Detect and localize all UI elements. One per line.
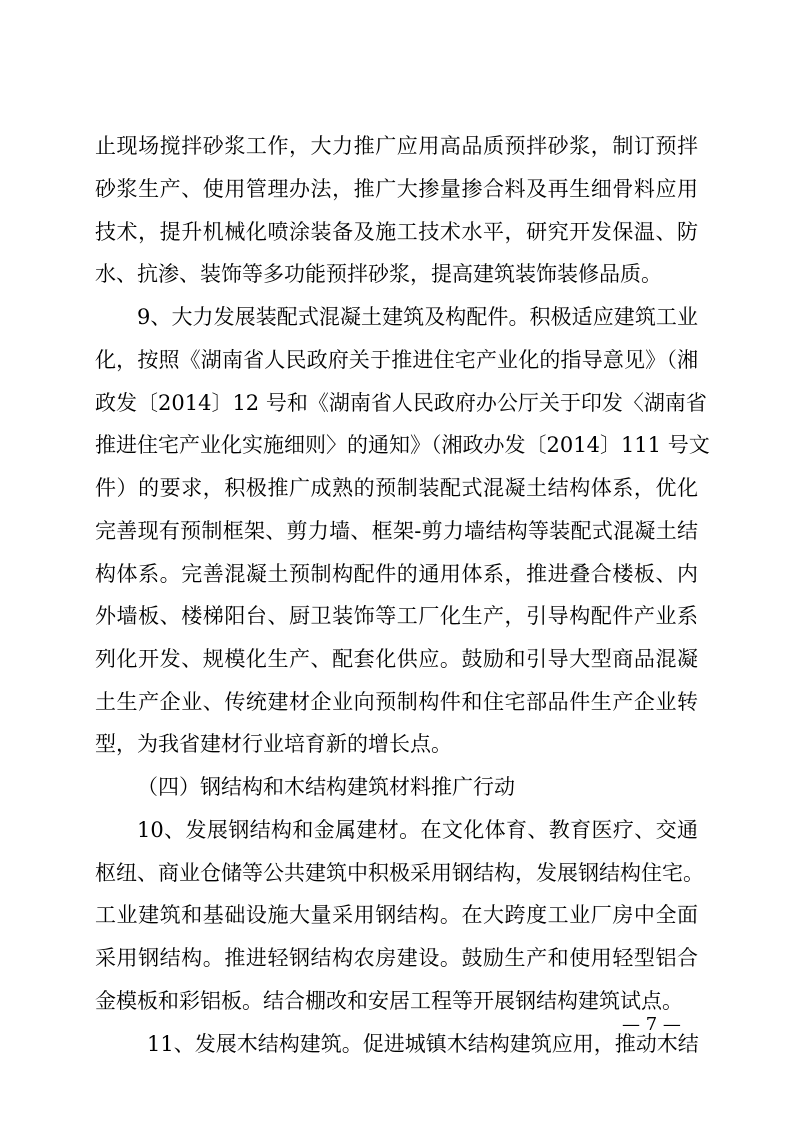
- body-text-line: 金模板和彩铝板。结合棚改和安居工程等开展钢结构建筑试点。: [95, 989, 683, 1013]
- body-text-line: 外墙板、楼梯阳台、厨卫装饰等工厂化生产，引导构配件产业系: [95, 604, 698, 628]
- body-text-line: 化，按照《湖南省人民政府关于推进住宅产业化的指导意见》（湘: [95, 348, 698, 372]
- section-4-heading: （四）钢结构和木结构建筑材料推广行动: [137, 775, 515, 799]
- body-text-line: 枢纽、商业仓储等公共建筑中积极采用钢结构，发展钢结构住宅。: [95, 861, 704, 885]
- body-text-line: 完善现有预制框架、剪力墙、框架-剪力墙结构等装配式混凝土结: [95, 519, 698, 543]
- body-text-line: 列化开发、规模化生产、配套化供应。鼓励和引导大型商品混凝: [95, 647, 698, 671]
- body-text-line: 技术，提升机械化喷涂装备及施工技术水平，研究开发保温、防: [95, 220, 698, 244]
- body-text-line: 砂浆生产、使用管理办法，推广大掺量掺合料及再生细骨料应用: [95, 177, 698, 201]
- body-text-line: 水、抗渗、装饰等多功能预拌砂浆，提高建筑装饰装修品质。: [95, 262, 662, 286]
- section-11-heading-line: 11、发展木结构建筑。促进城镇木结构建筑应用，推动木结: [147, 1032, 699, 1056]
- body-text-line: 件）的要求，积极推广成熟的预制装配式混凝土结构体系，优化: [95, 476, 698, 500]
- section-9-heading-line: 9、大力发展装配式混凝土建筑及构配件。积极适应建筑工业: [137, 305, 698, 329]
- body-text-line: 构体系。完善混凝土预制构配件的通用体系，推进叠合楼板、内: [95, 562, 698, 586]
- body-text-line: 推进住宅产业化实施细则〉的通知》（湘政办发〔2014〕111 号文: [95, 433, 710, 457]
- section-10-heading-line: 10、发展钢结构和金属建材。在文化体育、教育医疗、交通: [137, 818, 698, 842]
- body-text-line: 采用钢结构。推进轻钢结构农房建设。鼓励生产和使用轻型铝合: [95, 946, 698, 970]
- body-text-line: 止现场搅拌砂浆工作，大力推广应用高品质预拌砂浆，制订预拌: [95, 134, 698, 158]
- body-text-line: 工业建筑和基础设施大量采用钢结构。在大跨度工业厂房中全面: [95, 903, 698, 927]
- body-text-line: 型，为我省建材行业培育新的增长点。: [95, 732, 452, 756]
- page-number: — 7 —: [622, 1014, 681, 1035]
- body-text-line: 政发〔2014〕12 号和《湖南省人民政府办公厅关于印发〈湖南省: [95, 391, 707, 415]
- body-text-line: 土生产企业、传统建材企业向预制构件和住宅部品件生产企业转: [95, 690, 698, 714]
